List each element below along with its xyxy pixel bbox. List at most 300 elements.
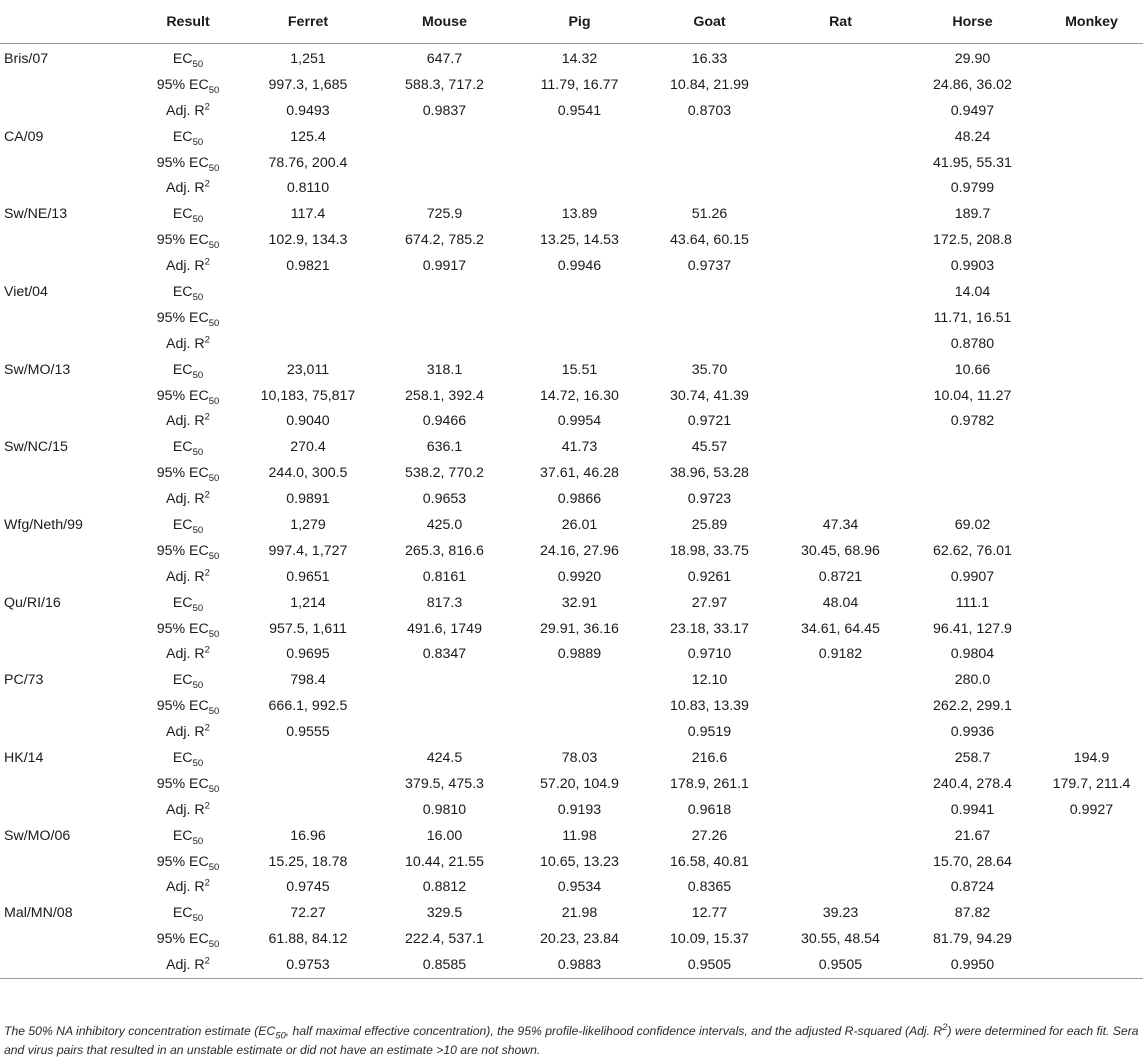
footnote-part2: , half maximal effective concentration), the 95% profile-likelihood confidence intervals, and the adjusted R-squared (Adj. R <box>285 1024 943 1039</box>
result-label <box>133 331 243 357</box>
result-label-text: Adj. R <box>166 102 205 119</box>
header-rat: Rat <box>776 0 905 44</box>
table-cell <box>373 305 516 331</box>
table-cell: 0.8585 <box>373 952 516 978</box>
result-label <box>133 44 243 72</box>
table-cell <box>905 460 1040 486</box>
virus-name: HK/14 <box>4 749 44 766</box>
table-cell: 34.61, 64.45 <box>801 620 880 637</box>
table-cell: 1,279 <box>290 516 326 533</box>
virus-name <box>0 98 133 124</box>
table-cell: 20.23, 23.84 <box>540 931 619 948</box>
result-label-sub: 50 <box>208 628 220 640</box>
table-cell <box>516 667 643 693</box>
result-label <box>133 875 243 901</box>
table-cell: 798.4 <box>290 672 326 689</box>
table-cell: 14.04 <box>954 283 991 300</box>
result-label-sup: 2 <box>204 178 210 190</box>
table-cell: 27.26 <box>691 827 728 844</box>
table-cell: 0.9917 <box>422 258 467 275</box>
table-cell <box>1040 616 1143 642</box>
table-cell <box>776 305 905 331</box>
table-cell: 13.89 <box>561 206 598 223</box>
result-label-text: EC <box>172 749 193 766</box>
table-cell: 39.23 <box>822 905 859 922</box>
table-cell: 0.9837 <box>422 102 467 119</box>
table-cell: 37.61, 46.28 <box>540 465 619 482</box>
table-cell <box>776 745 905 771</box>
result-label <box>133 305 243 331</box>
table-cell: 0.8110 <box>286 180 330 197</box>
table-cell: 0.9555 <box>286 724 330 741</box>
table-cell: 0.9618 <box>687 801 732 818</box>
table-cell: 16.33 <box>691 50 728 67</box>
table-row <box>0 150 1143 176</box>
table-cell <box>1040 227 1143 253</box>
virus-name: Viet/04 <box>4 283 48 300</box>
table-cell: 0.9182 <box>818 646 863 663</box>
result-label <box>133 279 243 305</box>
result-label-sub: 50 <box>192 913 204 925</box>
virus-name <box>0 331 133 357</box>
header-mouse: Mouse <box>373 0 516 44</box>
table-row <box>0 434 1143 460</box>
table-row <box>0 279 1143 305</box>
table-row <box>0 719 1143 745</box>
table-cell <box>776 72 905 98</box>
header-virus <box>0 0 133 44</box>
table-row <box>0 175 1143 201</box>
table-cell <box>643 279 776 305</box>
virus-name <box>0 616 133 642</box>
table-cell <box>1040 900 1143 926</box>
virus-name <box>0 564 133 590</box>
result-label-sup: 2 <box>204 722 210 734</box>
virus-name <box>0 641 133 667</box>
result-label <box>133 849 243 875</box>
virus-name: Mal/MN/08 <box>4 905 73 922</box>
result-label-sup: 2 <box>204 256 210 268</box>
table-cell: 10.04, 11.27 <box>933 387 1012 404</box>
table-cell: 636.1 <box>426 439 463 456</box>
table-row <box>0 72 1143 98</box>
result-label-text: 95% EC <box>156 542 209 559</box>
virus-name <box>0 771 133 797</box>
table-row <box>0 98 1143 124</box>
table-cell: 179.7, 211.4 <box>1052 775 1131 792</box>
result-label-sub: 50 <box>208 783 220 795</box>
table-cell: 957.5, 1,611 <box>269 620 347 637</box>
table-cell <box>1040 357 1143 383</box>
table-cell: 16.96 <box>290 827 326 844</box>
result-label-text: 95% EC <box>156 931 209 948</box>
table-cell: 35.70 <box>691 361 728 378</box>
table-cell <box>776 331 905 357</box>
table-cell: 15.51 <box>561 361 598 378</box>
result-label <box>133 667 243 693</box>
table-cell <box>643 331 776 357</box>
table-cell <box>643 305 776 331</box>
table-cell: 0.9936 <box>950 724 995 741</box>
result-label-sub: 50 <box>208 939 220 951</box>
table-row <box>0 590 1143 616</box>
table-cell: 0.8780 <box>950 335 995 352</box>
table-cell: 1,214 <box>290 594 326 611</box>
table-cell: 48.24 <box>954 128 991 145</box>
table-cell <box>776 279 905 305</box>
table-cell: 0.9541 <box>557 102 602 119</box>
table-cell: 997.4, 1,727 <box>268 542 348 559</box>
header-row <box>0 0 1143 44</box>
table-cell: 258.1, 392.4 <box>405 387 484 404</box>
table-cell: 61.88, 84.12 <box>268 931 348 948</box>
table-cell <box>1040 590 1143 616</box>
result-label <box>133 383 243 409</box>
table-cell <box>1040 331 1143 357</box>
table-cell <box>905 486 1040 512</box>
table-cell <box>516 719 643 745</box>
result-label-sup: 2 <box>204 411 210 423</box>
table-cell: 0.8161 <box>422 568 467 585</box>
table-row <box>0 408 1143 434</box>
table-cell: 0.9804 <box>950 646 995 663</box>
table-cell: 81.79, 94.29 <box>933 931 1012 948</box>
table-cell <box>516 305 643 331</box>
table-cell: 57.20, 104.9 <box>540 775 619 792</box>
table-cell: 244.0, 300.5 <box>268 465 348 482</box>
result-label-text: 95% EC <box>156 698 209 715</box>
table-cell: 666.1, 992.5 <box>268 698 348 715</box>
table-cell <box>643 150 776 176</box>
result-label <box>133 745 243 771</box>
virus-name: Bris/07 <box>4 50 49 67</box>
table-row <box>0 486 1143 512</box>
result-label-sub: 50 <box>192 291 204 303</box>
table-cell <box>516 693 643 719</box>
result-label-text: Adj. R <box>166 646 205 663</box>
result-label-text: Adj. R <box>166 879 205 896</box>
table-cell: 10.44, 21.55 <box>405 853 484 870</box>
result-label-text: Adj. R <box>166 335 205 352</box>
result-label-text: EC <box>172 206 193 223</box>
table-cell <box>905 434 1040 460</box>
table-cell: 329.5 <box>426 905 463 922</box>
result-label <box>133 486 243 512</box>
virus-name <box>0 460 133 486</box>
table-cell <box>776 253 905 279</box>
result-label <box>133 512 243 538</box>
table-row <box>0 875 1143 901</box>
table-cell: 424.5 <box>426 749 463 766</box>
table-cell <box>1040 434 1143 460</box>
table-cell: 0.9946 <box>557 258 602 275</box>
result-label-text: 95% EC <box>156 232 209 249</box>
table-cell <box>643 124 776 150</box>
table-cell: 43.64, 60.15 <box>670 232 749 249</box>
table-cell: 0.9889 <box>557 646 602 663</box>
table-row <box>0 952 1143 978</box>
table-row <box>0 201 1143 227</box>
table-cell <box>1040 719 1143 745</box>
virus-name <box>0 253 133 279</box>
result-label <box>133 564 243 590</box>
result-label-sup: 2 <box>204 955 210 967</box>
table-row <box>0 357 1143 383</box>
result-label <box>133 201 243 227</box>
table-cell: 0.8724 <box>950 879 995 896</box>
result-label <box>133 460 243 486</box>
table-cell <box>1040 823 1143 849</box>
result-label <box>133 253 243 279</box>
virus-name: Sw/NE/13 <box>4 206 68 223</box>
table-cell <box>1040 124 1143 150</box>
virus-name <box>0 797 133 823</box>
result-label <box>133 590 243 616</box>
result-label-sub: 50 <box>208 473 220 485</box>
table-cell <box>776 434 905 460</box>
result-label-text: Adj. R <box>166 180 205 197</box>
table-cell: 0.9903 <box>950 258 995 275</box>
table-row <box>0 460 1143 486</box>
result-label-sub: 50 <box>192 602 204 614</box>
table-cell <box>373 124 516 150</box>
table-cell <box>373 719 516 745</box>
table-cell: 11.98 <box>562 827 597 844</box>
table-cell <box>1040 564 1143 590</box>
header-goat: Goat <box>643 0 776 44</box>
table-cell <box>776 357 905 383</box>
result-label-sub: 50 <box>208 317 220 329</box>
result-label <box>133 616 243 642</box>
result-label-text: Adj. R <box>166 258 205 275</box>
result-label <box>133 900 243 926</box>
table-cell <box>1040 693 1143 719</box>
table-cell <box>776 460 905 486</box>
table-cell: 25.89 <box>691 516 728 533</box>
table-cell: 13.25, 14.53 <box>540 232 619 249</box>
table-row <box>0 331 1143 357</box>
result-label-sub: 50 <box>192 58 204 70</box>
result-label-sub: 50 <box>208 861 220 873</box>
result-label-sub: 50 <box>192 524 204 536</box>
table-cell: 21.67 <box>954 827 991 844</box>
table-cell: 0.9695 <box>286 646 330 663</box>
table-row <box>0 253 1143 279</box>
table-cell <box>243 745 373 771</box>
table-cell <box>243 331 373 357</box>
table-cell <box>776 383 905 409</box>
table-cell: 0.9519 <box>687 724 732 741</box>
result-label-text: 95% EC <box>156 775 209 792</box>
table-cell: 87.82 <box>954 905 991 922</box>
table-cell: 24.86, 36.02 <box>933 76 1012 93</box>
table-cell: 0.9653 <box>422 491 467 508</box>
virus-name <box>0 538 133 564</box>
table-row <box>0 124 1143 150</box>
virus-name: CA/09 <box>4 128 44 145</box>
table-row <box>0 227 1143 253</box>
table-cell: 0.9534 <box>557 879 602 896</box>
table-cell: 588.3, 717.2 <box>405 76 484 93</box>
virus-name <box>0 175 133 201</box>
virus-name: Sw/MO/13 <box>4 361 71 378</box>
table-cell: 102.9, 134.3 <box>268 232 348 249</box>
result-label-text: 95% EC <box>156 154 209 171</box>
table-cell <box>373 331 516 357</box>
table-cell <box>1040 408 1143 434</box>
table-cell: 48.04 <box>822 594 859 611</box>
header-ferret: Ferret <box>243 0 373 44</box>
virus-name <box>0 849 133 875</box>
table-cell: 0.9723 <box>687 491 732 508</box>
table-footnote <box>4 1022 1140 1059</box>
table-cell: 0.9737 <box>687 258 732 275</box>
table-cell: 725.9 <box>426 206 463 223</box>
table-cell <box>1040 512 1143 538</box>
table-cell: 674.2, 785.2 <box>405 232 484 249</box>
result-label-sup: 2 <box>204 644 210 656</box>
table-cell: 0.8347 <box>422 646 467 663</box>
table-cell: 78.03 <box>561 749 598 766</box>
table-cell: 96.41, 127.9 <box>933 620 1012 637</box>
table-cell: 14.32 <box>561 50 598 67</box>
result-label-text: EC <box>172 361 193 378</box>
table-cell: 117.4 <box>290 206 326 223</box>
result-label <box>133 926 243 952</box>
table-cell <box>1040 305 1143 331</box>
result-label-text: EC <box>172 128 193 145</box>
result-label <box>133 719 243 745</box>
table-row <box>0 616 1143 642</box>
table-cell <box>516 175 643 201</box>
table-cell: 111.1 <box>955 594 990 611</box>
virus-name: Sw/MO/06 <box>4 827 71 844</box>
result-label <box>133 797 243 823</box>
table-cell <box>243 305 373 331</box>
table-row <box>0 771 1143 797</box>
result-label-text: 95% EC <box>156 309 209 326</box>
result-label-sup: 2 <box>204 877 210 889</box>
footnote-part1: The 50% NA inhibitory concentration estimate (EC <box>4 1024 276 1039</box>
virus-name <box>0 693 133 719</box>
table-cell <box>1040 44 1143 72</box>
table-cell: 538.2, 770.2 <box>405 465 484 482</box>
table-cell: 0.9907 <box>950 568 995 585</box>
table-cell <box>776 771 905 797</box>
result-label <box>133 823 243 849</box>
result-label-text: Adj. R <box>166 491 205 508</box>
result-label-sub: 50 <box>192 369 204 381</box>
table-cell: 14.72, 16.30 <box>540 387 619 404</box>
table-cell: 30.45, 68.96 <box>801 542 880 559</box>
table-cell <box>1040 201 1143 227</box>
table-cell: 0.9745 <box>286 879 330 896</box>
table-cell <box>1040 175 1143 201</box>
table-cell: 189.7 <box>954 206 991 223</box>
table-cell: 0.9721 <box>687 413 732 430</box>
table-cell <box>1040 667 1143 693</box>
result-label <box>133 771 243 797</box>
table-cell <box>1040 952 1143 978</box>
table-cell: 647.7 <box>426 50 463 67</box>
table-row <box>0 538 1143 564</box>
result-label-sup: 2 <box>204 567 210 579</box>
footnote-part3: ) were determined for each fit. Sera and virus pairs that resulted in an unstable estimate or did not have an estimate >10 are not shown. <box>4 1024 1139 1057</box>
result-label-text: EC <box>172 439 193 456</box>
table-cell: 10.83, 13.39 <box>670 698 749 715</box>
table-cell <box>1040 72 1143 98</box>
table-cell <box>516 331 643 357</box>
virus-name <box>0 150 133 176</box>
result-label-sub: 50 <box>208 706 220 718</box>
table-row <box>0 926 1143 952</box>
table-cell: 10,183, 75,817 <box>260 387 356 404</box>
table-cell: 16.00 <box>426 827 463 844</box>
result-label-text: 95% EC <box>156 387 209 404</box>
result-label-sup: 2 <box>204 334 210 345</box>
table-cell <box>776 693 905 719</box>
table-cell: 45.57 <box>691 439 728 456</box>
table-cell <box>1040 383 1143 409</box>
virus-name: Qu/RI/16 <box>4 594 61 611</box>
table-cell <box>776 875 905 901</box>
table-cell: 30.74, 41.39 <box>670 387 749 404</box>
table-cell: 16.58, 40.81 <box>670 853 749 870</box>
table-cell <box>776 408 905 434</box>
table-cell: 0.9810 <box>422 801 467 818</box>
table-cell: 0.9799 <box>950 180 995 197</box>
virus-name <box>0 227 133 253</box>
table-cell: 47.34 <box>822 516 859 533</box>
table-cell: 222.4, 537.1 <box>405 931 484 948</box>
table-cell: 10.09, 15.37 <box>670 931 749 948</box>
virus-name <box>0 875 133 901</box>
result-label <box>133 434 243 460</box>
result-label <box>133 150 243 176</box>
table-cell <box>1040 875 1143 901</box>
table-cell: 26.01 <box>561 516 598 533</box>
table-cell <box>1040 98 1143 124</box>
result-label <box>133 98 243 124</box>
table-cell <box>1040 926 1143 952</box>
table-cell <box>776 823 905 849</box>
header-result: Result <box>133 0 243 44</box>
result-label-text: EC <box>172 516 193 533</box>
header-monkey: Monkey <box>1040 0 1143 44</box>
table-cell: 0.9920 <box>557 568 602 585</box>
virus-name <box>0 72 133 98</box>
table-cell <box>1040 460 1143 486</box>
table-cell: 0.9941 <box>950 801 995 818</box>
table-row <box>0 383 1143 409</box>
table-cell: 0.8365 <box>687 879 732 896</box>
table-cell: 0.9753 <box>243 952 373 978</box>
result-label-text: 95% EC <box>156 76 209 93</box>
result-label-text: Adj. R <box>166 413 205 430</box>
result-label <box>133 357 243 383</box>
table-cell: 0.9927 <box>1069 801 1114 818</box>
result-label-text: EC <box>172 594 193 611</box>
table-cell <box>776 719 905 745</box>
table-cell <box>643 175 776 201</box>
result-label-text: Adj. R <box>166 801 205 818</box>
result-label <box>133 72 243 98</box>
table-cell <box>243 797 373 823</box>
result-label-sup: 2 <box>204 800 210 812</box>
table-cell <box>776 849 905 875</box>
table-cell: 27.97 <box>691 594 728 611</box>
table-cell: 265.3, 816.6 <box>405 542 484 559</box>
